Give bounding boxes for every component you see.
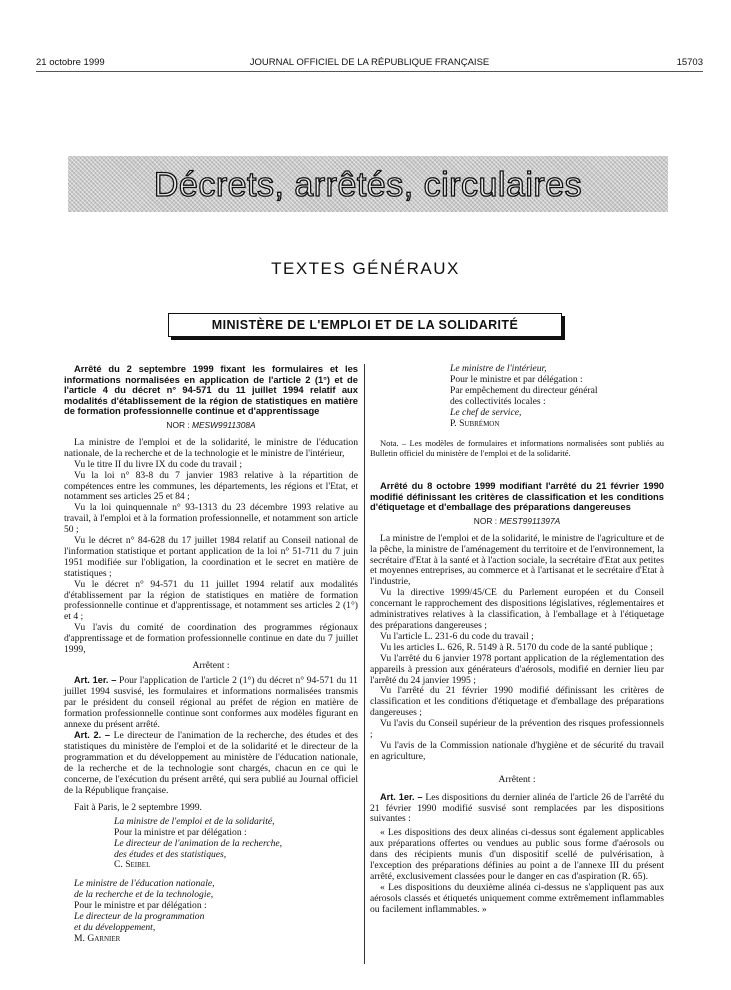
article-1: [64, 675, 358, 731]
decree-title: Arrêté du 2 septembre 1999 fixant les formulaires et les informations normalisées en application de l'article 2 (1°) et de l'article 4 du décret n° 94-571 du 11 juillet 1994 relatif aux modalités d'établissement de la région de statistiques en matière de formation professionnelle continue et d'apprentissage: [64, 363, 358, 417]
quoted-paragraph: « Les dispositions des deux alinéas ci-dessus sont également applicables aux préparations offertes ou vendues au public sous forme d'aérosols ou dans des récipients munis d'un dispositif scellé de pulvérisation, à l'exception des préparations définies au point a de l'annexe III du présent arrêté, exclusivement classées pour le danger en cas d'aspiration (R. 65).: [370, 827, 664, 882]
paragraph: La ministre de l'emploi et de la solidarité, le ministre de l'éducation nationale, de la recherche et de la technologie et le ministre de l'intérieur,: [64, 436, 358, 459]
paragraph: Vu l'avis du comité de coordination des programmes régionaux d'apprentissage et de formation professionnelle continue en date du 7 juillet 1999,: [64, 622, 358, 656]
signature-text: Le directeur de l'animation de la recherche,: [114, 837, 283, 849]
signature-line: des collectivités locales :: [450, 395, 546, 407]
paragraph: Vu l'avis de la Commission nationale d'hygiène et de sécurité du travail en agriculture,: [370, 739, 664, 762]
signature-text: et du développement,: [74, 921, 156, 933]
column-divider: [364, 364, 365, 964]
signature-line: Pour le ministre et par délégation :: [74, 900, 207, 912]
page-header: [36, 57, 703, 71]
arretent-heading: Arrêtent :: [192, 660, 230, 671]
signature-text: Le ministre de l'intérieur,: [450, 363, 547, 374]
signature-text: des études et des statistiques,: [114, 848, 227, 860]
signature-text: La ministre de l'emploi et de la solidarité,: [114, 815, 275, 827]
nor-code: MEST9911397A: [499, 515, 561, 526]
signature-block: [64, 879, 234, 944]
paragraph: Vu l'arrêté du 6 janvier 1978 portant application de la réglementation des appareils à pression aux générateurs d'aérosols, modifié en dernier lieu par l'arrêté du 24 janvier 1995 ;: [370, 652, 664, 686]
nor-label: NOR :: [473, 515, 498, 526]
article-text: Pour l'application de l'article 2 (1°) du décret n° 94-571 du 11 juillet 1994 susvisé, les formulaires et informations normalisées transmis par le président du conseil régional au préfet de région en matière de formation professionnelle continue sont conformes aux modèles figurant en annexe du présent arrêté.: [64, 674, 358, 730]
signature-line: [440, 408, 664, 419]
article-1: [370, 792, 664, 826]
signature-text: Le ministre de l'éducation nationale,: [74, 878, 215, 890]
header-date: 21 octobre 1999: [36, 57, 105, 68]
paragraph: Vu l'arrêté du 21 février 1990 modifié définissant les critères de classification et les conditions d'étiquetage et d'emballage des préparations dangereuses ;: [370, 685, 664, 719]
nor-code: MESW9911308A: [191, 419, 256, 430]
nor-reference: [64, 420, 358, 431]
ministry-box: MINISTÈRE DE L'EMPLOI ET DE LA SOLIDARITÉ: [168, 313, 562, 337]
fait-line: Fait à Paris, le 2 septembre 1999.: [74, 801, 202, 813]
left-column: [64, 364, 358, 945]
arretent-heading: Arrêtent :: [498, 773, 536, 785]
paragraph: Vu le décret n° 94-571 du 11 juillet 1994 relatif aux modalités d'établissement par la région de statistiques en matière de formation professionnelle continue et d'apprentissage, et notamment ses articles 2 (1°) et 4 ;: [64, 578, 358, 623]
nota-note: Nota. – Les modèles de formulaires et informations normalisées sont publiés au Bulletin officiel du ministère de l'emploi et de la solidarité.: [370, 438, 664, 459]
decree-title: Arrêté du 8 octobre 1999 modifiant l'arrêté du 21 février 1990 modifié définissant les critères de classification et les conditions d'étiquetage et d'emballage des préparations dangereuses: [370, 480, 664, 513]
section-banner: [68, 156, 668, 212]
paragraph: La ministre de l'emploi et de la solidarité, le ministre de l'agriculture et de la pêche, la ministre de l'aménagement du territoire et de l'environnement, la secrétaire d'Etat à la santé et à l'action sociale, la secrétaire d'Etat aux petites et moyennes entreprises, au commerce et à l'artisanat et le secrétaire d'Etat à l'industrie,: [370, 532, 664, 588]
signature-line: Pour le ministre et par délégation :: [450, 373, 583, 385]
signature-line: Par empêchement du directeur général: [450, 384, 598, 396]
article-2: [64, 730, 358, 796]
paragraph: Vu l'article L. 231-6 du code du travail ;: [380, 630, 534, 642]
header-rule: [36, 71, 703, 72]
paragraph: Vu la loi quinquennale n° 93-1313 du 23 décembre 1993 relative au travail, à l'emploi et à la formation professionnelle, et notamment son article 50 ;: [64, 502, 358, 536]
paragraph: Vu l'avis du Conseil supérieur de la prévention des risques professionnels ;: [370, 718, 664, 741]
paragraph: Vu le décret n° 84-628 du 17 juillet 1984 relatif au Conseil national de l'information statistique et portant application de la loi n° 51-711 du 7 juin 1951 modifiée sur l'obligation, la coordination et le secret en matière de statistiques ;: [64, 535, 358, 579]
article-text: Les dispositions du dernier alinéa de l'article 26 de l'arrêté du 21 février 1990 modifié susvisé sont remplacées par les dispositions suivantes :: [370, 791, 664, 825]
nor-label: NOR :: [166, 419, 190, 430]
quoted-paragraph: « Les dispositions du deuxième alinéa ci-dessus ne s'appliquent pas aux aérosols classés et étiquetés uniquement comme extrêmement inflammables ou facilement inflammables. »: [370, 881, 664, 915]
signature-block: [370, 364, 664, 429]
nor-reference: [370, 516, 664, 527]
banner-title: Décrets, arrêtés, circulaires: [153, 166, 583, 204]
signature-text: de la recherche et de la technologie,: [74, 889, 214, 901]
paragraph: Vu la directive 1999/45/CE du Parlement européen et du Conseil concernant le rapprochement des dispositions législatives, réglementaires et administratives relatives à la classification, à l'emballage et à l'étiquetage des préparations dangereuses ;: [370, 587, 664, 631]
signature-line: Pour la ministre et par délégation :: [114, 826, 247, 838]
article-label: Art. 1er. –: [380, 791, 423, 802]
signatory-name: M. Garnier: [74, 932, 121, 944]
signature-text: Le directeur de la programmation: [74, 911, 205, 923]
paragraph: Vu les articles L. 626, R. 5149 à R. 5170 du code de la santé publique ;: [380, 641, 653, 653]
paragraph: Vu la loi n° 83-8 du 7 janvier 1983 relative à la répartition de compétences entre les communes, les départements, les régions et l'Etat, et notamment ses articles 25 et 84 ;: [64, 469, 358, 503]
signature-text: Le chef de service,: [450, 406, 522, 418]
paragraph: Vu le titre II du livre IX du code du travail ;: [74, 458, 243, 470]
article-label: Art. 1er. –: [74, 674, 117, 685]
section-title: TEXTES GÉNÉRAUX: [271, 259, 460, 278]
signatory-name: P. Subrémon: [450, 417, 500, 429]
header-journal-title: JOURNAL OFFICIEL DE LA RÉPUBLIQUE FRANÇAISE: [249, 57, 490, 68]
article-label: Art. 2. –: [74, 730, 111, 741]
signature-block: [64, 817, 358, 872]
right-column: [370, 364, 664, 916]
signatory-name: C. Seibel: [114, 859, 151, 871]
header-page-number: 15703: [676, 57, 703, 68]
article-text: Le directeur de l'animation de la recherche, des études et des statistiques du ministère de l'emploi et de la solidarité et le directeur de la programmation et du développement au ministère de l'éducation nationale, de la recherche et de la technologie sont chargés, chacun en ce qui le concerne, de l'exécution du présent arrêté, qui sera publié au Journal officiel de la République française.: [64, 730, 358, 796]
